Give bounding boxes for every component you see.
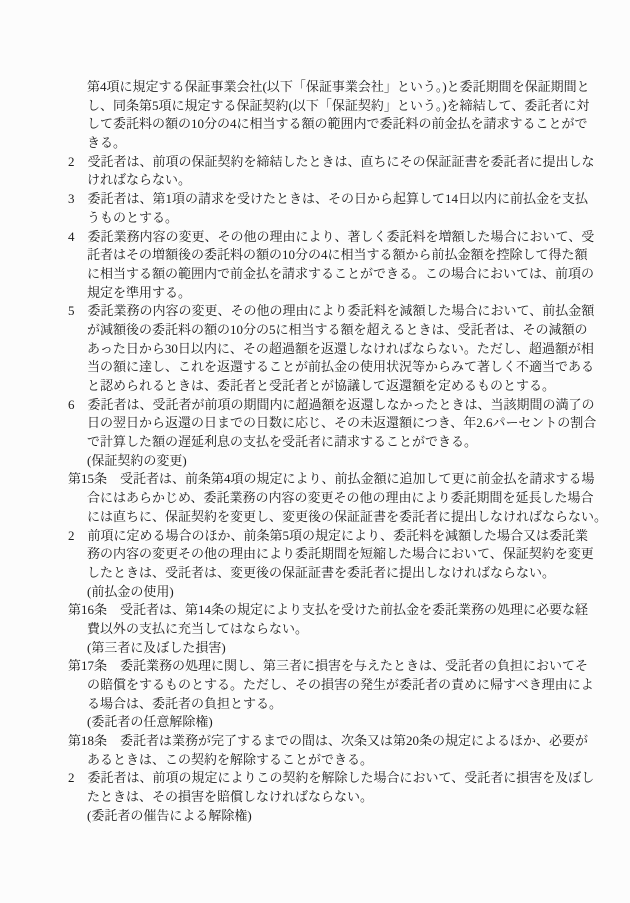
document-line: の賠償をするものとする。ただし、その損害の発生が委託者の責めに帰すべき理由によ [87, 677, 594, 692]
document-line: 日の翌日から返還の日までの日数に応じ、その未返還額につき、年2.6パーセントの割合 [87, 415, 597, 431]
document-line: ければならない。 [87, 172, 192, 188]
document-line: したときは、受託者は、変更後の保証証書を委託者に提出しなければならない。 [87, 564, 556, 580]
document-line: (保証契約の変更) [87, 452, 187, 468]
document-line: (前払金の使用) [87, 583, 174, 599]
document-line: 第4項に規定する保証事業会社(以下「保証事業会社」という。)と委託期間を保証期間と [87, 79, 590, 94]
document-body [68, 78, 608, 826]
document-line: 4 委託業務内容の変更、その他の理由により、著しく委託料を増額した場合において、受 [68, 228, 595, 244]
document-line: 6 委託者は、受託者が前項の期間内に超過額を返還しなかったときは、当該期間の満了の [68, 396, 595, 412]
document-line: 合にはあらかじめ、委託業務の内容の変更その他の理由により委託期間を延長した場合 [87, 490, 594, 506]
document-line: る場合は、委託者の負担とする。 [87, 695, 283, 711]
document-line: (委託者の任意解除権) [87, 714, 213, 730]
document-line: 当の額に達し、これを返還することが前払金の使用状況等からみて著しく不適当である [87, 359, 595, 375]
document-line: 規定を準用する。 [87, 284, 192, 300]
document-line: あった日から30日以内に、その超過額を返還しなければならない。ただし、超過額が相 [87, 340, 594, 356]
document-line: (第三者に及ぼした損害) [87, 639, 226, 655]
document-line: 2 前項に定める場合のほか、前条第5項の規定により、委託料を減額した場合又は委託業 [68, 527, 589, 543]
document-line: 2 受託者は、前項の保証契約を締結したときは、直ちにその保証証書を委託者に提出しな [68, 153, 595, 169]
document-line: 第16条 受託者は、第14条の規定により支払を受けた前払金を委託業務の処理に必要な経 [68, 602, 589, 618]
document-line: 第18条 委託者は業務が完了するまでの間は、次条又は第20条の規定によるほか、必要が [68, 733, 589, 749]
document-line: 2 委託者は、前項の規定によりこの契約を解除した場合において、受託者に損害を及ぼし [68, 770, 595, 786]
document-line: あるときは、この契約を解除することができる。 [87, 751, 374, 767]
document-line: が減額後の委託料の額の10分の5に相当する額を超えるときは、受託者は、その減額の [87, 321, 588, 337]
document-line: に相当する額の範囲内で前金払を請求することができる。この場合においては、前項の [87, 265, 595, 281]
document-line: して委託料の額の10分の4に相当する額の範囲内で委託料の前金払を請求することがで [87, 116, 588, 132]
document-line: 託者はその増額後の委託料の額の10分の4に相当する額から前払金額を控除して得た額 [87, 247, 588, 263]
document-line: 第17条 委託業務の処理に関し、第三者に損害を与えたときは、受託者の負担においてそ [68, 658, 589, 674]
document-line: きる。 [87, 135, 127, 151]
document-line: 第15条 受託者は、前条第4項の規定により、前払金額に追加して更に前金払を請求する場 [68, 471, 595, 487]
document-line: 3 委託者は、第1項の請求を受けたときは、その日から起算して14日以内に前払金を支払 [68, 191, 589, 207]
document-line: 費以外の支払に充当してはならない。 [87, 620, 309, 636]
document-line: (委託者の催告による解除権) [87, 807, 252, 823]
document-line: 5 委託業務の内容の変更、その他の理由により委託料を減額した場合において、前払金額 [68, 303, 595, 319]
document-line: で計算した額の遅延利息の支払を受託者に請求することができる。 [87, 434, 478, 450]
document-line: たときは、その損害を賠償しなければならない。 [87, 789, 374, 805]
document-line: うものとする。 [87, 209, 179, 225]
document-line: には直ちに、保証契約を変更し、変更後の保証証書を委託者に提出しなければならない。 [87, 508, 608, 524]
document-line: 務の内容の変更その他の理由により委託期間を短縮した場合において、保証契約を変更 [87, 546, 594, 562]
document-line: と認められるときは、委託者と受託者とが協議して返還額を定めるものとする。 [87, 378, 556, 393]
document-line: し、同条第5項に規定する保証契約(以下「保証契約」という。)を締結して、委託者に対 [87, 97, 590, 113]
